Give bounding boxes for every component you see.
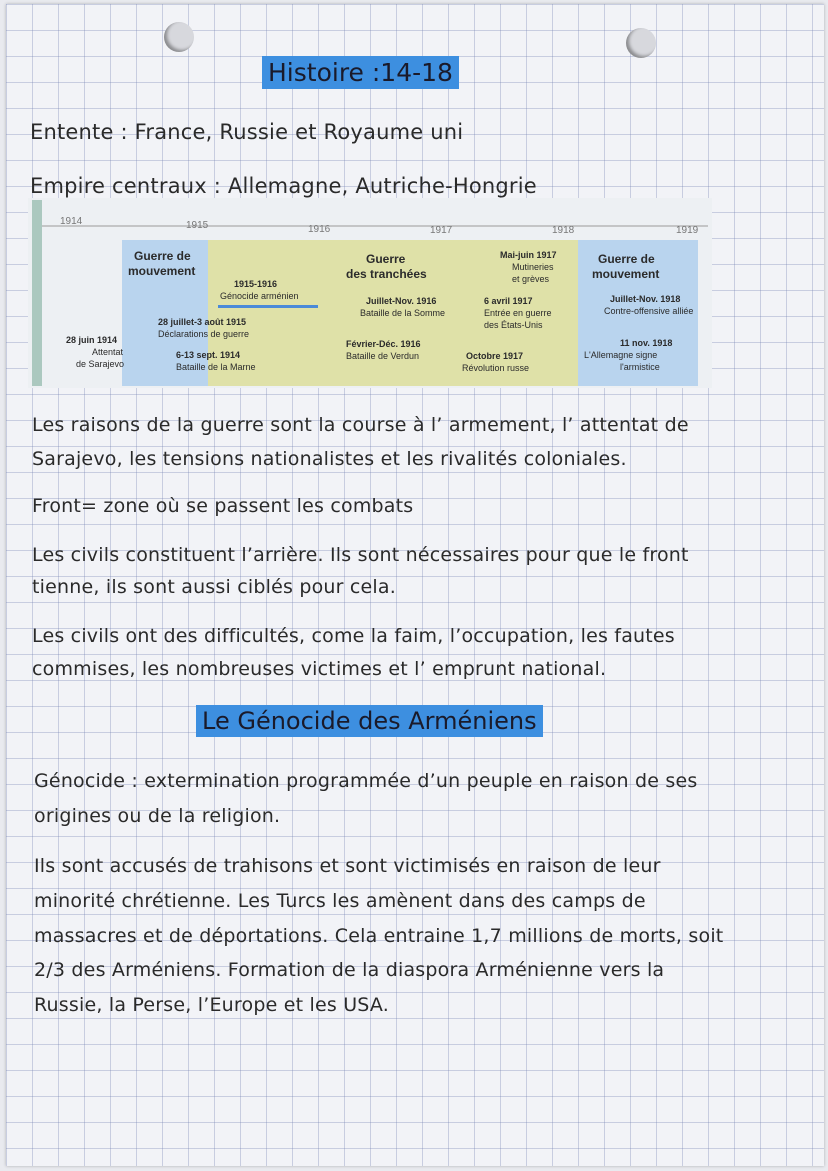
accuses-line-5: Russie, la Perse, l’Europe et les USA.	[34, 994, 390, 1016]
event-genocide-label: Génocide arménien	[220, 291, 299, 301]
phase-tranchees-l2: des tranchées	[346, 267, 427, 281]
year-1918: 1918	[552, 225, 575, 236]
civils2-line-2: commises, les nombreuses victimes et l’ emprunt national.	[32, 658, 607, 680]
accuses-line-1: Ils sont accusés de trahisons et sont victimisés en raison de leur	[34, 855, 661, 877]
event-sarajevo-date: 28 juin 1914	[66, 335, 118, 345]
event-mutineries-date: Mai-juin 1917	[500, 250, 557, 260]
event-somme-label: Bataille de la Somme	[360, 308, 446, 318]
civils1-line-1: Les civils constituent l’arrière. Ils sont nécessaires pour que le front	[32, 544, 689, 566]
event-somme-date: Juillet-Nov. 1916	[366, 296, 437, 306]
phase-mouvement-1-l1: Guerre de	[134, 249, 191, 263]
front-line: Front= zone où se passent les combats	[32, 495, 414, 517]
page-title: Histoire :14-18	[262, 56, 459, 89]
event-verdun-label: Bataille de Verdun	[346, 351, 420, 361]
event-sarajevo-l2: de Sarajevo	[76, 359, 125, 369]
phase-tranchees-l1: Guerre	[366, 252, 406, 266]
event-armistice-date: 11 nov. 1918	[620, 338, 673, 348]
raisons-line-1: Les raisons de la guerre sont la course à l’ armement, l’ attentat de	[32, 414, 689, 436]
event-contre-offensive-date: Juillet-Nov. 1918	[610, 294, 681, 304]
event-sarajevo-l1: Attentat	[92, 347, 124, 357]
event-marne-label: Bataille de la Marne	[176, 362, 256, 372]
event-contre-offensive-label: Contre-offensive alliée	[604, 306, 694, 316]
event-declarations-label: Déclarations de guerre	[158, 329, 250, 339]
section-title-genocide: Le Génocide des Arméniens	[196, 705, 543, 737]
civils2-line-1: Les civils ont des difficultés, come la faim, l’occupation, les fautes	[32, 625, 675, 647]
year-1916: 1916	[308, 224, 331, 235]
event-declarations-date: 28 juillet-3 août 1915	[158, 317, 247, 327]
event-usa-date: 6 avril 1917	[484, 296, 533, 306]
accuses-line-4: 2/3 des Arméniens. Formation de la diaspora Arménienne vers la	[34, 959, 665, 981]
event-verdun-date: Février-Déc. 1916	[346, 339, 421, 349]
phase-mouvement-2-l2: mouvement	[592, 267, 660, 281]
entente-line: Entente : France, Russie et Royaume uni	[30, 120, 464, 144]
year-1919: 1919	[676, 225, 699, 236]
accuses-line-2: minorité chrétienne. Les Turcs les amènent dans des camps de	[34, 890, 646, 912]
event-genocide-date: 1915-1916	[234, 279, 278, 289]
event-marne-date: 6-13 sept. 1914	[176, 350, 241, 360]
event-usa-l1: Entrée en guerre	[484, 308, 552, 318]
empires-line: Empire centraux : Allemagne, Autriche-Hongrie	[30, 174, 537, 198]
year-1915: 1915	[186, 220, 209, 231]
event-revolution-date: Octobre 1917	[466, 351, 524, 361]
binder-hole-right	[626, 28, 656, 58]
event-armistice-l1: L'Allemagne signe	[584, 350, 658, 360]
definition-line-1: Génocide : extermination programmée d’un peuple en raison de ses	[34, 770, 698, 792]
event-mutineries-l2: et grèves	[512, 274, 550, 284]
event-revolution-label: Révolution russe	[462, 363, 530, 373]
civils1-line-2: tienne, ils sont aussi ciblés pour cela.	[32, 576, 396, 598]
year-1914: 1914	[60, 216, 83, 227]
event-usa-l2: des États-Unis	[484, 320, 543, 330]
raisons-line-2: Sarajevo, les tensions nationalistes et les rivalités coloniales.	[32, 448, 627, 470]
year-1917: 1917	[430, 225, 453, 236]
event-mutineries-l1: Mutineries	[512, 262, 554, 272]
phase-mouvement-2-l1: Guerre de	[598, 252, 655, 266]
definition-line-2: origines ou de la religion.	[34, 805, 281, 827]
event-armistice-l2: l'armistice	[620, 362, 660, 372]
accuses-line-3: massacres et de déportations. Cela entraine 1,7 millions de morts, soit	[34, 925, 724, 947]
binder-hole-left	[164, 22, 194, 52]
phase-mouvement-1-l2: mouvement	[128, 264, 196, 278]
